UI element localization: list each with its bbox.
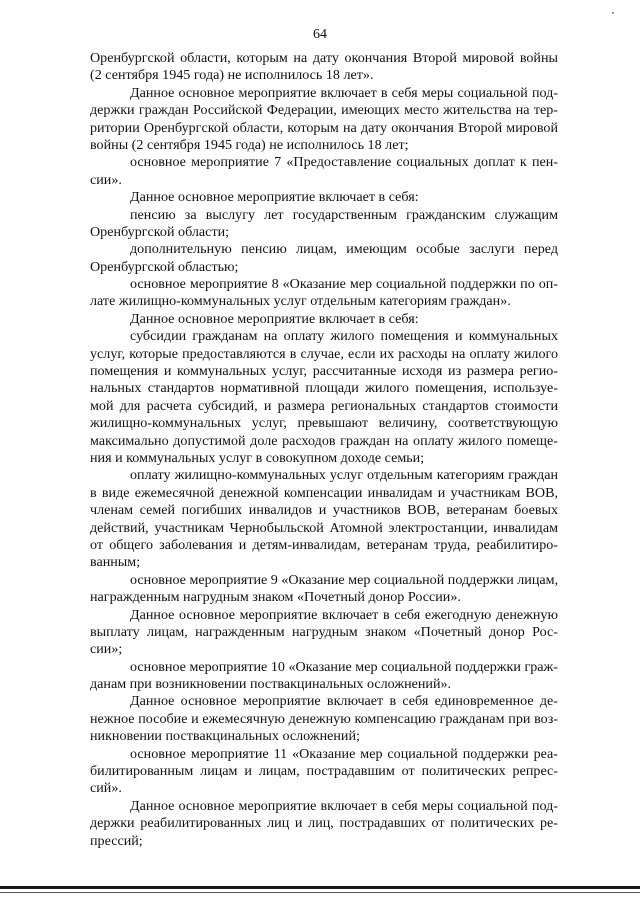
text-line: никновении поствакцинальных осложнений; <box>90 728 360 745</box>
text-line: ванным; <box>90 554 141 571</box>
text-line: сии»; <box>90 641 123 658</box>
text-line: прессий; <box>90 832 143 849</box>
text-line: сии». <box>90 171 122 188</box>
text-line: оплату жилищно-коммунальных услуг отдельным категориям граждан <box>130 467 558 484</box>
text-line: помещения и коммунальных услуг, рассчитанные исходя из размера регио- <box>90 363 558 380</box>
body-text <box>90 50 558 850</box>
text-line: ритории Оренбургской области, которым на дату окончания Второй мировой <box>90 119 558 136</box>
text-line: основное мероприятие 11 «Оказание мер социальной поддержки реа- <box>130 745 558 762</box>
text-line: сий». <box>90 780 122 797</box>
text-line: нальных стандартов нормативной площади жилого помещения, используе- <box>90 380 558 397</box>
text-line: субсидии гражданам на оплату жилого помещения и коммунальных <box>130 328 558 345</box>
scan-speck <box>612 12 614 14</box>
text-line: основное мероприятие 8 «Оказание мер социальной поддержки по оп- <box>130 276 558 293</box>
text-line: Оренбургской области, которым на дату окончания Второй мировой войны <box>90 50 558 66</box>
text-line: максимально допустимой доле расходов граждан на оплату жилого помеще- <box>90 432 558 449</box>
text-line: Данное основное мероприятие включает в себя меры социальной под- <box>130 797 558 814</box>
text-line: в виде ежемесячной денежной компенсации инвалидам и участникам ВОВ, <box>90 484 558 501</box>
text-line: нежное пособие и ежемесячную денежную компенсацию гражданам при воз- <box>90 710 558 727</box>
text-line: Данное основное мероприятие включает в себя меры социальной под- <box>130 84 558 101</box>
text-line: войны (2 сентября 1945 года) не исполнилось 18 лет; <box>90 136 409 153</box>
text-line: ния и коммунальных услуг в совокупном доходе семьи; <box>90 449 425 466</box>
text-line: основное мероприятие 9 «Оказание мер социальной поддержки лицам, <box>130 571 559 588</box>
text-line: лате жилищно-коммунальных услуг отдельным категориям граждан». <box>90 293 511 310</box>
text-line: основное мероприятие 10 «Оказание мер социальной поддержки граж- <box>130 658 558 675</box>
bottom-border-line-thin <box>0 892 640 893</box>
text-line: пенсию за выслугу лет государственным гражданским служащим <box>130 206 558 223</box>
text-line: членам семей погибших инвалидов и участников ВОВ, ветеранам боевых <box>90 502 558 519</box>
text-line: жилищно-коммунальных услуг, превышают величину, соответствующую <box>90 415 558 432</box>
text-line: держки реабилитированных лиц и лиц, пострадавших от политических ре- <box>90 815 558 832</box>
text-line: услуг, которые предоставляются в случае, если их расходы на оплату жилого <box>90 345 558 362</box>
text-line: дополнительную пенсию лицам, имеющим особые заслуги перед <box>130 241 558 258</box>
text-line: данам при возникновении поствакцинальных осложнений». <box>90 676 452 693</box>
text-line: Данное основное мероприятие включает в себя ежегодную денежную <box>130 606 558 623</box>
text-line: мой для расчета субсидий, и размера региональных стандартов стоимости <box>90 397 558 414</box>
bottom-border-line <box>0 886 640 889</box>
text-line: Данное основное мероприятие включает в себя: <box>130 189 419 206</box>
text-line: держки граждан Российской Федерации, имеющих место жительства на тер- <box>90 102 558 119</box>
text-line: основное мероприятие 7 «Предоставление социальных доплат к пен- <box>130 154 558 171</box>
text-line: Данное основное мероприятие включает в себя: <box>130 310 419 327</box>
text-line: Данное основное мероприятие включает в себя единовременное де- <box>130 693 558 710</box>
text-line: Оренбургской областью; <box>90 258 239 275</box>
text-line: действий, участникам Чернобыльской Атомной электростанции, инвалидам <box>90 519 558 536</box>
page-number: 64 <box>313 27 327 42</box>
text-line: билитированным лицам и лицам, пострадавшим от политических репрес- <box>90 763 558 780</box>
text-line: награжденным нагрудным знаком «Почетный донор России». <box>90 589 461 606</box>
text-line: от общего заболевания и детям-инвалидам, ветеранам труда, реабилитиро- <box>90 536 558 553</box>
text-line: выплату лицам, награжденным нагрудным знаком «Почетный донор Рос- <box>90 623 558 640</box>
text-line: (2 сентября 1945 года) не исполнилось 18 лет». <box>90 67 374 84</box>
text-line: Оренбургской области; <box>90 223 230 240</box>
